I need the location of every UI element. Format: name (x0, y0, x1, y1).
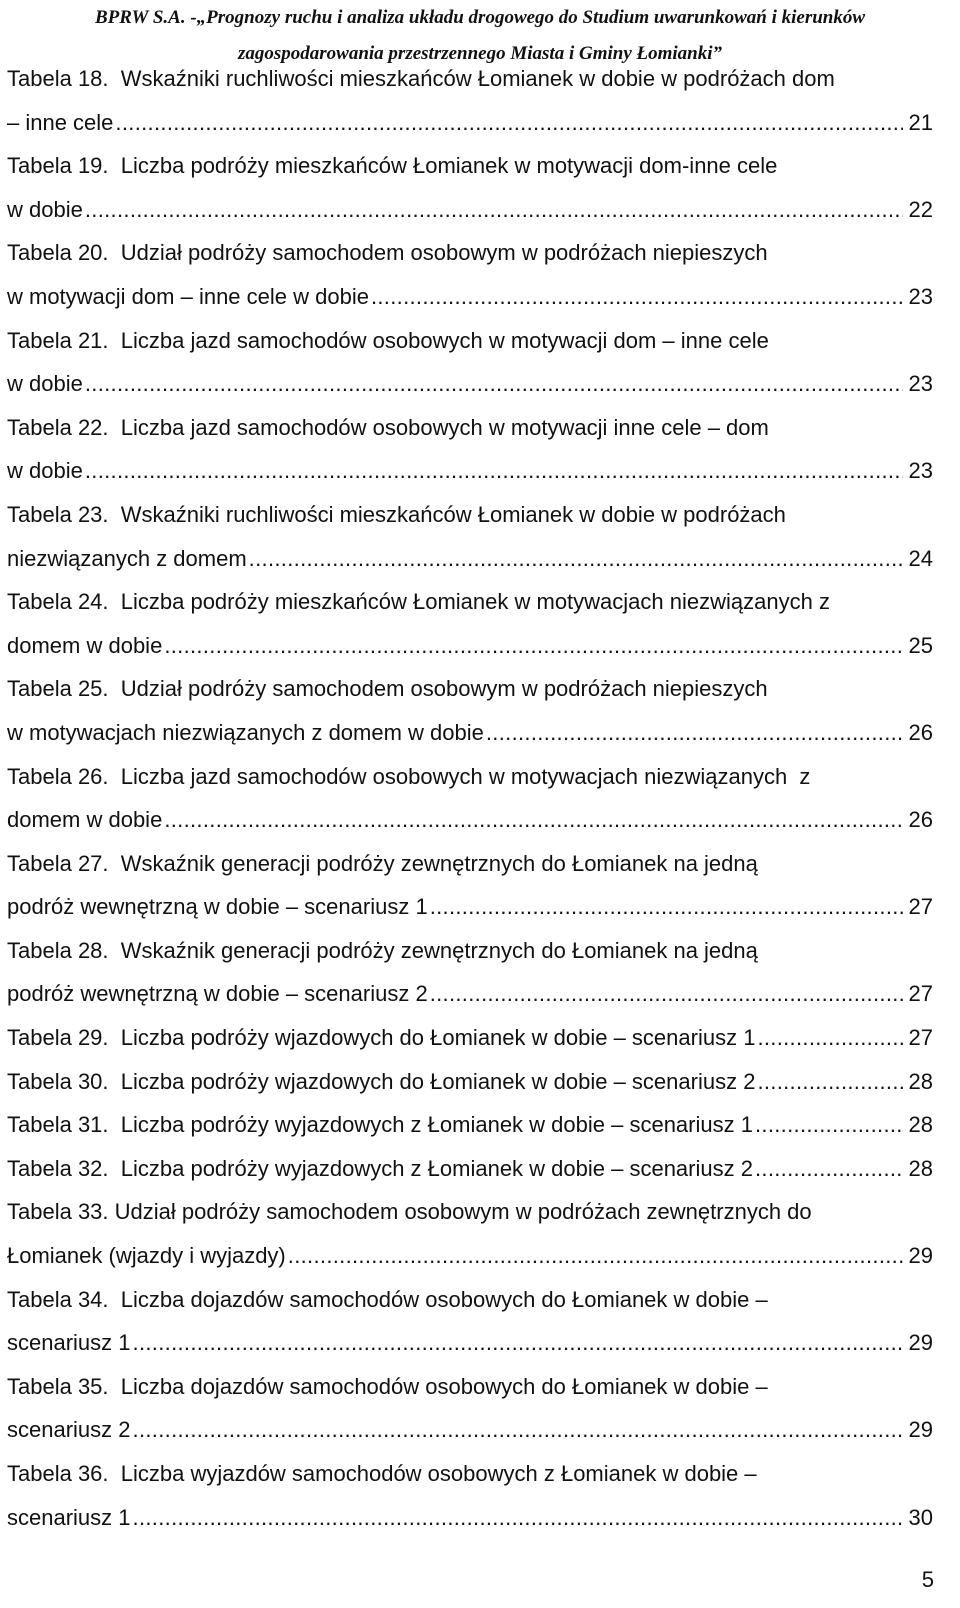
toc-entry-line (7, 371, 933, 415)
toc-entry-text: Tabela 23. Wskaźniki ruchliwości mieszkańców Łomianek w dobie w podróżach (7, 501, 786, 527)
dot-leader (288, 1243, 903, 1269)
toc-entry-text: podróż wewnętrzną w dobie – scenariusz 2 (7, 981, 428, 1007)
dot-leader (371, 284, 903, 310)
toc-entry-line (7, 328, 933, 372)
toc-entry-text: Łomianek (wjazdy i wyjazdy) (7, 1243, 286, 1269)
toc-entry[interactable] (7, 1156, 933, 1200)
toc-entry-text: domem w dobie (7, 632, 163, 658)
toc-page-number: 23 (908, 283, 933, 309)
toc-entry-text: Tabela 29. Liczba podróży wjazdowych do Łomianek w dobie – scenariusz 1 (7, 1025, 756, 1051)
dot-leader (133, 1330, 903, 1356)
toc-entry[interactable] (7, 66, 933, 153)
toc-page-number: 29 (908, 1243, 933, 1269)
toc-entry-line (7, 894, 933, 938)
toc-entry-text: Tabela 27. Wskaźnik generacji podróży zewnętrznych do Łomianek na jedną (7, 850, 758, 876)
toc-entry[interactable] (7, 1199, 933, 1286)
toc-entry-line (7, 807, 933, 851)
toc-entry-line (7, 1069, 933, 1113)
page-number: 5 (921, 1567, 934, 1592)
header-line-2: zagospodarowania przestrzennego Miasta i Gminy Łomianki” (237, 43, 723, 64)
toc-entry[interactable] (7, 1112, 933, 1156)
toc-page-number: 27 (908, 894, 933, 920)
toc-entry-line (7, 546, 933, 590)
toc-entry-line (7, 197, 933, 241)
toc-entry-text: w motywacji dom – inne cele w dobie (7, 283, 369, 309)
toc-entry-text: scenariusz 1 (7, 1330, 131, 1356)
toc-entry-text: Tabela 22. Liczba jazd samochodów osobowych w motywacji inne cele – dom (7, 414, 769, 440)
toc-entry-line (7, 502, 933, 546)
toc-page-number: 28 (908, 1155, 933, 1181)
dot-leader (755, 1112, 903, 1138)
dot-leader (757, 1025, 903, 1051)
toc-page-number: 28 (908, 1112, 933, 1138)
toc-entry-line (7, 1287, 933, 1331)
toc-entry[interactable] (7, 153, 933, 240)
toc-page-number: 27 (908, 981, 933, 1007)
dot-leader (164, 633, 903, 659)
toc-entry-text: w motywacjach niezwiązanych z domem w dobie (7, 719, 484, 745)
toc-entry[interactable] (7, 676, 933, 763)
toc-entry-text: Tabela 33. Udział podróży samochodem osobowym w podróżach zewnętrznych do (7, 1199, 812, 1225)
toc-page-number: 26 (908, 807, 933, 833)
toc-page-number: 23 (908, 371, 933, 397)
toc-entry-line (7, 1156, 933, 1200)
toc-entry-line (7, 240, 933, 284)
toc-entry-line (7, 1243, 933, 1287)
list-of-tables (7, 66, 933, 1548)
dot-leader (755, 1156, 903, 1182)
toc-page-number: 24 (908, 545, 933, 571)
toc-entry-text: scenariusz 1 (7, 1504, 131, 1530)
toc-page-number: 28 (908, 1068, 933, 1094)
toc-entry[interactable] (7, 851, 933, 938)
toc-entry-text: Tabela 26. Liczba jazd samochodów osobowych w motywacjach niezwiązanych z (7, 763, 811, 789)
toc-entry[interactable] (7, 764, 933, 851)
toc-entry[interactable] (7, 415, 933, 502)
dot-leader (164, 807, 903, 833)
dot-leader (85, 371, 903, 397)
dot-leader (757, 1069, 903, 1095)
toc-entry-line (7, 1417, 933, 1461)
toc-entry[interactable] (7, 328, 933, 415)
toc-entry-text: domem w dobie (7, 807, 163, 833)
toc-entry-line (7, 1374, 933, 1418)
toc-page-number: 22 (908, 196, 933, 222)
dot-leader (486, 720, 903, 746)
toc-entry-text: – inne cele (7, 109, 114, 135)
toc-page-number: 29 (908, 1330, 933, 1356)
toc-entry-line (7, 633, 933, 677)
toc-entry[interactable] (7, 1461, 933, 1548)
toc-entry[interactable] (7, 502, 933, 589)
toc-entry-line (7, 415, 933, 459)
toc-entry[interactable] (7, 589, 933, 676)
toc-entry-line (7, 1505, 933, 1549)
toc-entry-text: Tabela 18. Wskaźniki ruchliwości mieszkańców Łomianek w dobie w podróżach dom (7, 66, 835, 91)
toc-entry-line (7, 981, 933, 1025)
toc-entry-line (7, 284, 933, 328)
toc-entry-text: Tabela 20. Udział podróży samochodem osobowym w podróżach niepieszych (7, 240, 768, 266)
toc-entry-line (7, 1199, 933, 1243)
toc-entry-text: Tabela 32. Liczba podróży wyjazdowych z Łomianek w dobie – scenariusz 2 (7, 1155, 753, 1181)
toc-entry-line (7, 676, 933, 720)
toc-page-number: 26 (908, 719, 933, 745)
toc-page-number: 30 (908, 1504, 933, 1530)
toc-entry-text: Tabela 25. Udział podróży samochodem osobowym w podróżach niepieszych (7, 676, 768, 702)
toc-entry-text: Tabela 30. Liczba podróży wjazdowych do Łomianek w dobie – scenariusz 2 (7, 1068, 756, 1094)
toc-entry[interactable] (7, 1287, 933, 1374)
toc-entry-line (7, 589, 933, 633)
toc-entry-line (7, 153, 933, 197)
toc-entry-text: Tabela 28. Wskaźnik generacji podróży zewnętrznych do Łomianek na jedną (7, 937, 758, 963)
toc-entry-text: Tabela 36. Liczba wyjazdów samochodów osobowych z Łomianek w dobie – (7, 1461, 757, 1486)
toc-entry-text: w dobie (7, 196, 83, 222)
toc-entry-text: Tabela 19. Liczba podróży mieszkańców Łomianek w motywacji dom-inne cele (7, 153, 778, 179)
toc-entry-text: niezwiązanych z domem (7, 545, 247, 571)
dot-leader (85, 197, 903, 223)
toc-entry-text: Tabela 21. Liczba jazd samochodów osobowych w motywacji dom – inne cele (7, 327, 769, 353)
toc-entry-text: Tabela 35. Liczba dojazdów samochodów osobowych do Łomianek w dobie – (7, 1373, 768, 1399)
dot-leader (249, 546, 903, 572)
dot-leader (85, 458, 903, 484)
toc-page-number: 23 (908, 458, 933, 484)
toc-entry-text: Tabela 31. Liczba podróży wyjazdowych z Łomianek w dobie – scenariusz 1 (7, 1112, 753, 1138)
toc-entry[interactable] (7, 1025, 933, 1069)
toc-page-number: 29 (908, 1417, 933, 1443)
toc-entry-line (7, 851, 933, 895)
dot-leader (430, 981, 903, 1007)
toc-entry[interactable] (7, 1069, 933, 1113)
dot-leader (115, 110, 903, 136)
toc-entry-line (7, 458, 933, 502)
toc-entry-line (7, 938, 933, 982)
toc-entry-text: Tabela 34. Liczba dojazdów samochodów osobowych do Łomianek w dobie – (7, 1286, 768, 1312)
toc-entry-text: Tabela 24. Liczba podróży mieszkańców Łomianek w motywacjach niezwiązanych z (7, 589, 830, 615)
toc-entry-line (7, 1112, 933, 1156)
dot-leader (133, 1417, 903, 1443)
toc-entry[interactable] (7, 938, 933, 1025)
toc-entry-line (7, 720, 933, 764)
toc-page-number: 27 (908, 1025, 933, 1051)
toc-entry-text: w dobie (7, 458, 83, 484)
toc-entry-line (7, 1025, 933, 1069)
running-header (0, 0, 960, 72)
toc-page-number: 25 (908, 632, 933, 658)
toc-entry-line (7, 1330, 933, 1374)
toc-entry-text: podróż wewnętrzną w dobie – scenariusz 1 (7, 894, 428, 920)
toc-entry[interactable] (7, 1374, 933, 1461)
toc-entry-text: w dobie (7, 371, 83, 397)
dot-leader (430, 894, 903, 920)
toc-entry-line (7, 764, 933, 808)
toc-entry-line (7, 1461, 933, 1505)
dot-leader (133, 1505, 903, 1531)
header-line-1: BPRW S.A. -„Prognozy ruchu i analiza układu drogowego do Studium uwarunkowań i kierunków (94, 7, 866, 28)
toc-entry-line (7, 110, 933, 154)
toc-page-number: 21 (908, 109, 933, 135)
toc-entry-line (7, 66, 933, 110)
toc-entry[interactable] (7, 240, 933, 327)
toc-entry-text: scenariusz 2 (7, 1417, 131, 1443)
